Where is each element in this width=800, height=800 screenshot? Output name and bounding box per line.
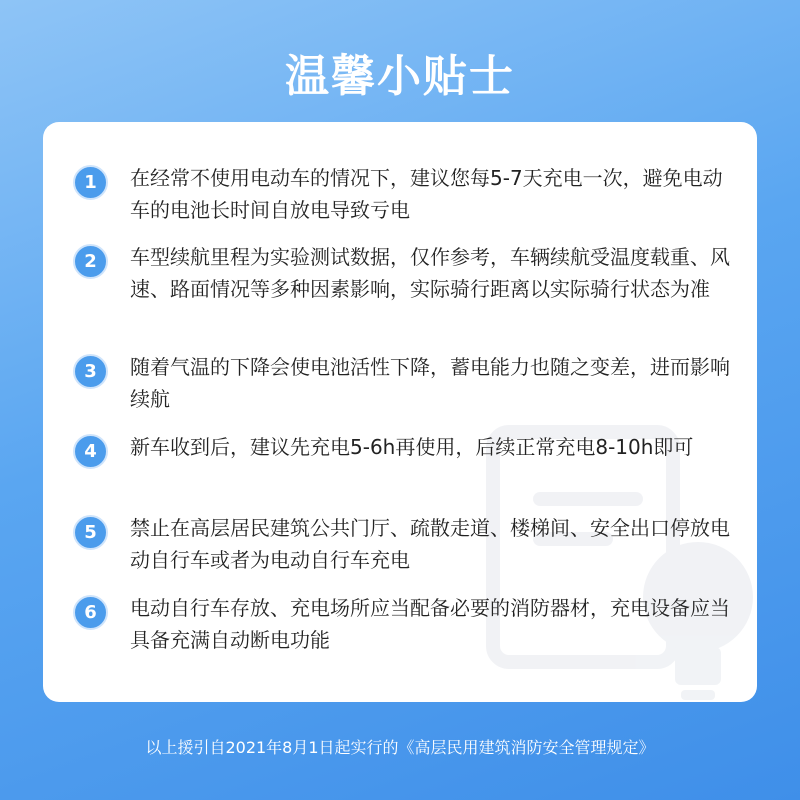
tip-text: 电动自行车存放、充电场所应当配备必要的消防器材，充电设备应当具备充满自动断电功能	[130, 596, 730, 652]
tip-text: 车型续航里程为实验测试数据，仅作参考，车辆续航受温度载重、风速、路面情况等多种因素影响，实际骑行距离以实际骑行状态为准	[130, 245, 730, 301]
tips-card	[43, 122, 757, 702]
tip-number-badge: 5	[73, 515, 108, 550]
tip-text: 新车收到后，建议先充电5-6h再使用，后续正常充电8-10h即可	[130, 435, 694, 459]
tip-text: 随着气温的下降会使电池活性下降，蓄电能力也随之变差，进而影响续航	[130, 355, 730, 411]
tip-text: 在经常不使用电动车的情况下，建议您每5-7天充电一次，避免电动车的电池长时间自放电导致亏电	[130, 166, 723, 222]
tip-number-badge: 3	[73, 354, 108, 389]
tip-number-badge: 2	[73, 244, 108, 279]
tip-number-badge: 6	[73, 595, 108, 630]
tip-number-badge: 4	[73, 434, 108, 469]
tip-number-badge: 1	[73, 165, 108, 200]
page-title: 温馨小贴士	[285, 51, 515, 102]
tip-text: 禁止在高层居民建筑公共门厅、疏散走道、楼梯间、安全出口停放电动自行车或者为电动自行车充电	[130, 516, 730, 572]
source-footnote: 以上援引自2021年8月1日起实行的《高层民用建筑消防安全管理规定》	[145, 738, 655, 757]
